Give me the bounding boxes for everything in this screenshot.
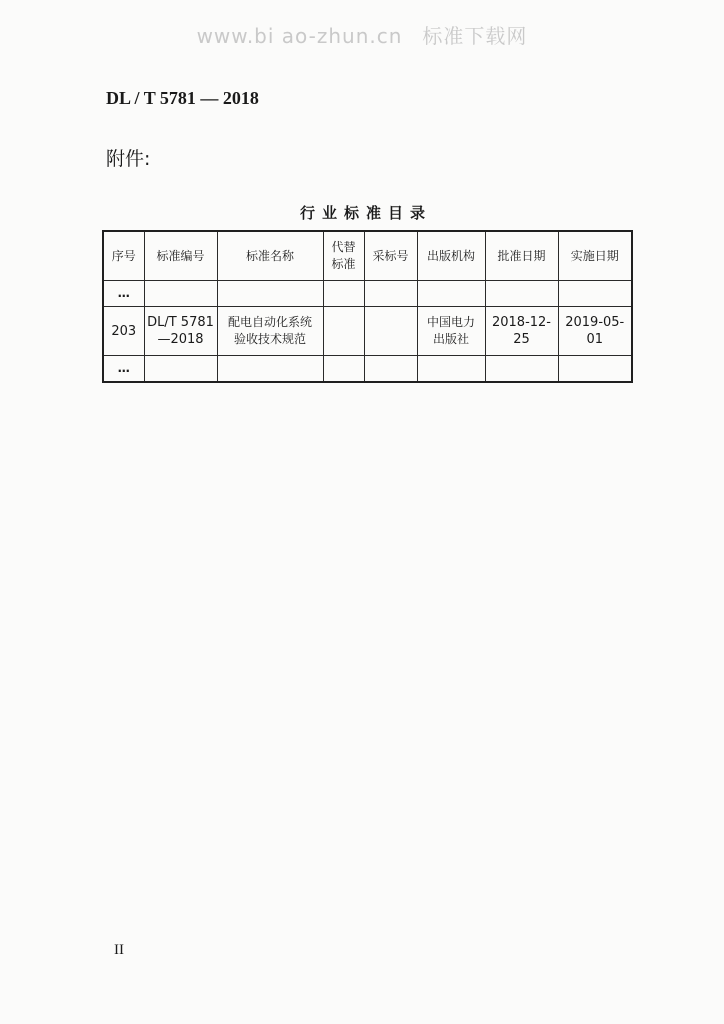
page-number: II [114, 942, 124, 958]
ellipsis-cell: … [103, 281, 144, 307]
standard-code: DL / T 5781 — 2018 [106, 88, 259, 108]
col-header-replace: 代替 标准 [323, 231, 364, 281]
col-header-approve-date: 批准日期 [485, 231, 558, 281]
col-header-name: 标准名称 [217, 231, 323, 281]
table-row-ellipsis-bottom [103, 356, 632, 383]
table-row-ellipsis-top [103, 281, 632, 307]
cell-effective-date: 2019-05-01 [558, 307, 632, 356]
col-header-seq: 序号 [103, 231, 144, 281]
watermark [0, 20, 724, 49]
watermark-url: www.bi ao-zhun.cn [196, 24, 403, 48]
cell-adopt [364, 307, 417, 356]
col-header-publisher: 出版机构 [417, 231, 485, 281]
table-row [103, 307, 632, 356]
cell-publisher: 中国电力 出版社 [417, 307, 485, 356]
attachment-label: 附件: [106, 148, 151, 170]
ellipsis-cell: … [103, 356, 144, 383]
cell-seq: 203 [103, 307, 144, 356]
col-header-code: 标准编号 [144, 231, 217, 281]
table-header-row [103, 231, 632, 281]
watermark-site: 标准下载网 [422, 24, 528, 48]
table-title: 行业标准目录 [299, 204, 432, 222]
col-header-adopt: 采标号 [364, 231, 417, 281]
col-header-effective-date: 实施日期 [558, 231, 632, 281]
standards-catalog-table [102, 230, 633, 383]
cell-code: DL/T 5781 —2018 [144, 307, 217, 356]
cell-replace [323, 307, 364, 356]
cell-name: 配电自动化系统 验收技术规范 [217, 307, 323, 356]
cell-approve-date: 2018-12-25 [485, 307, 558, 356]
